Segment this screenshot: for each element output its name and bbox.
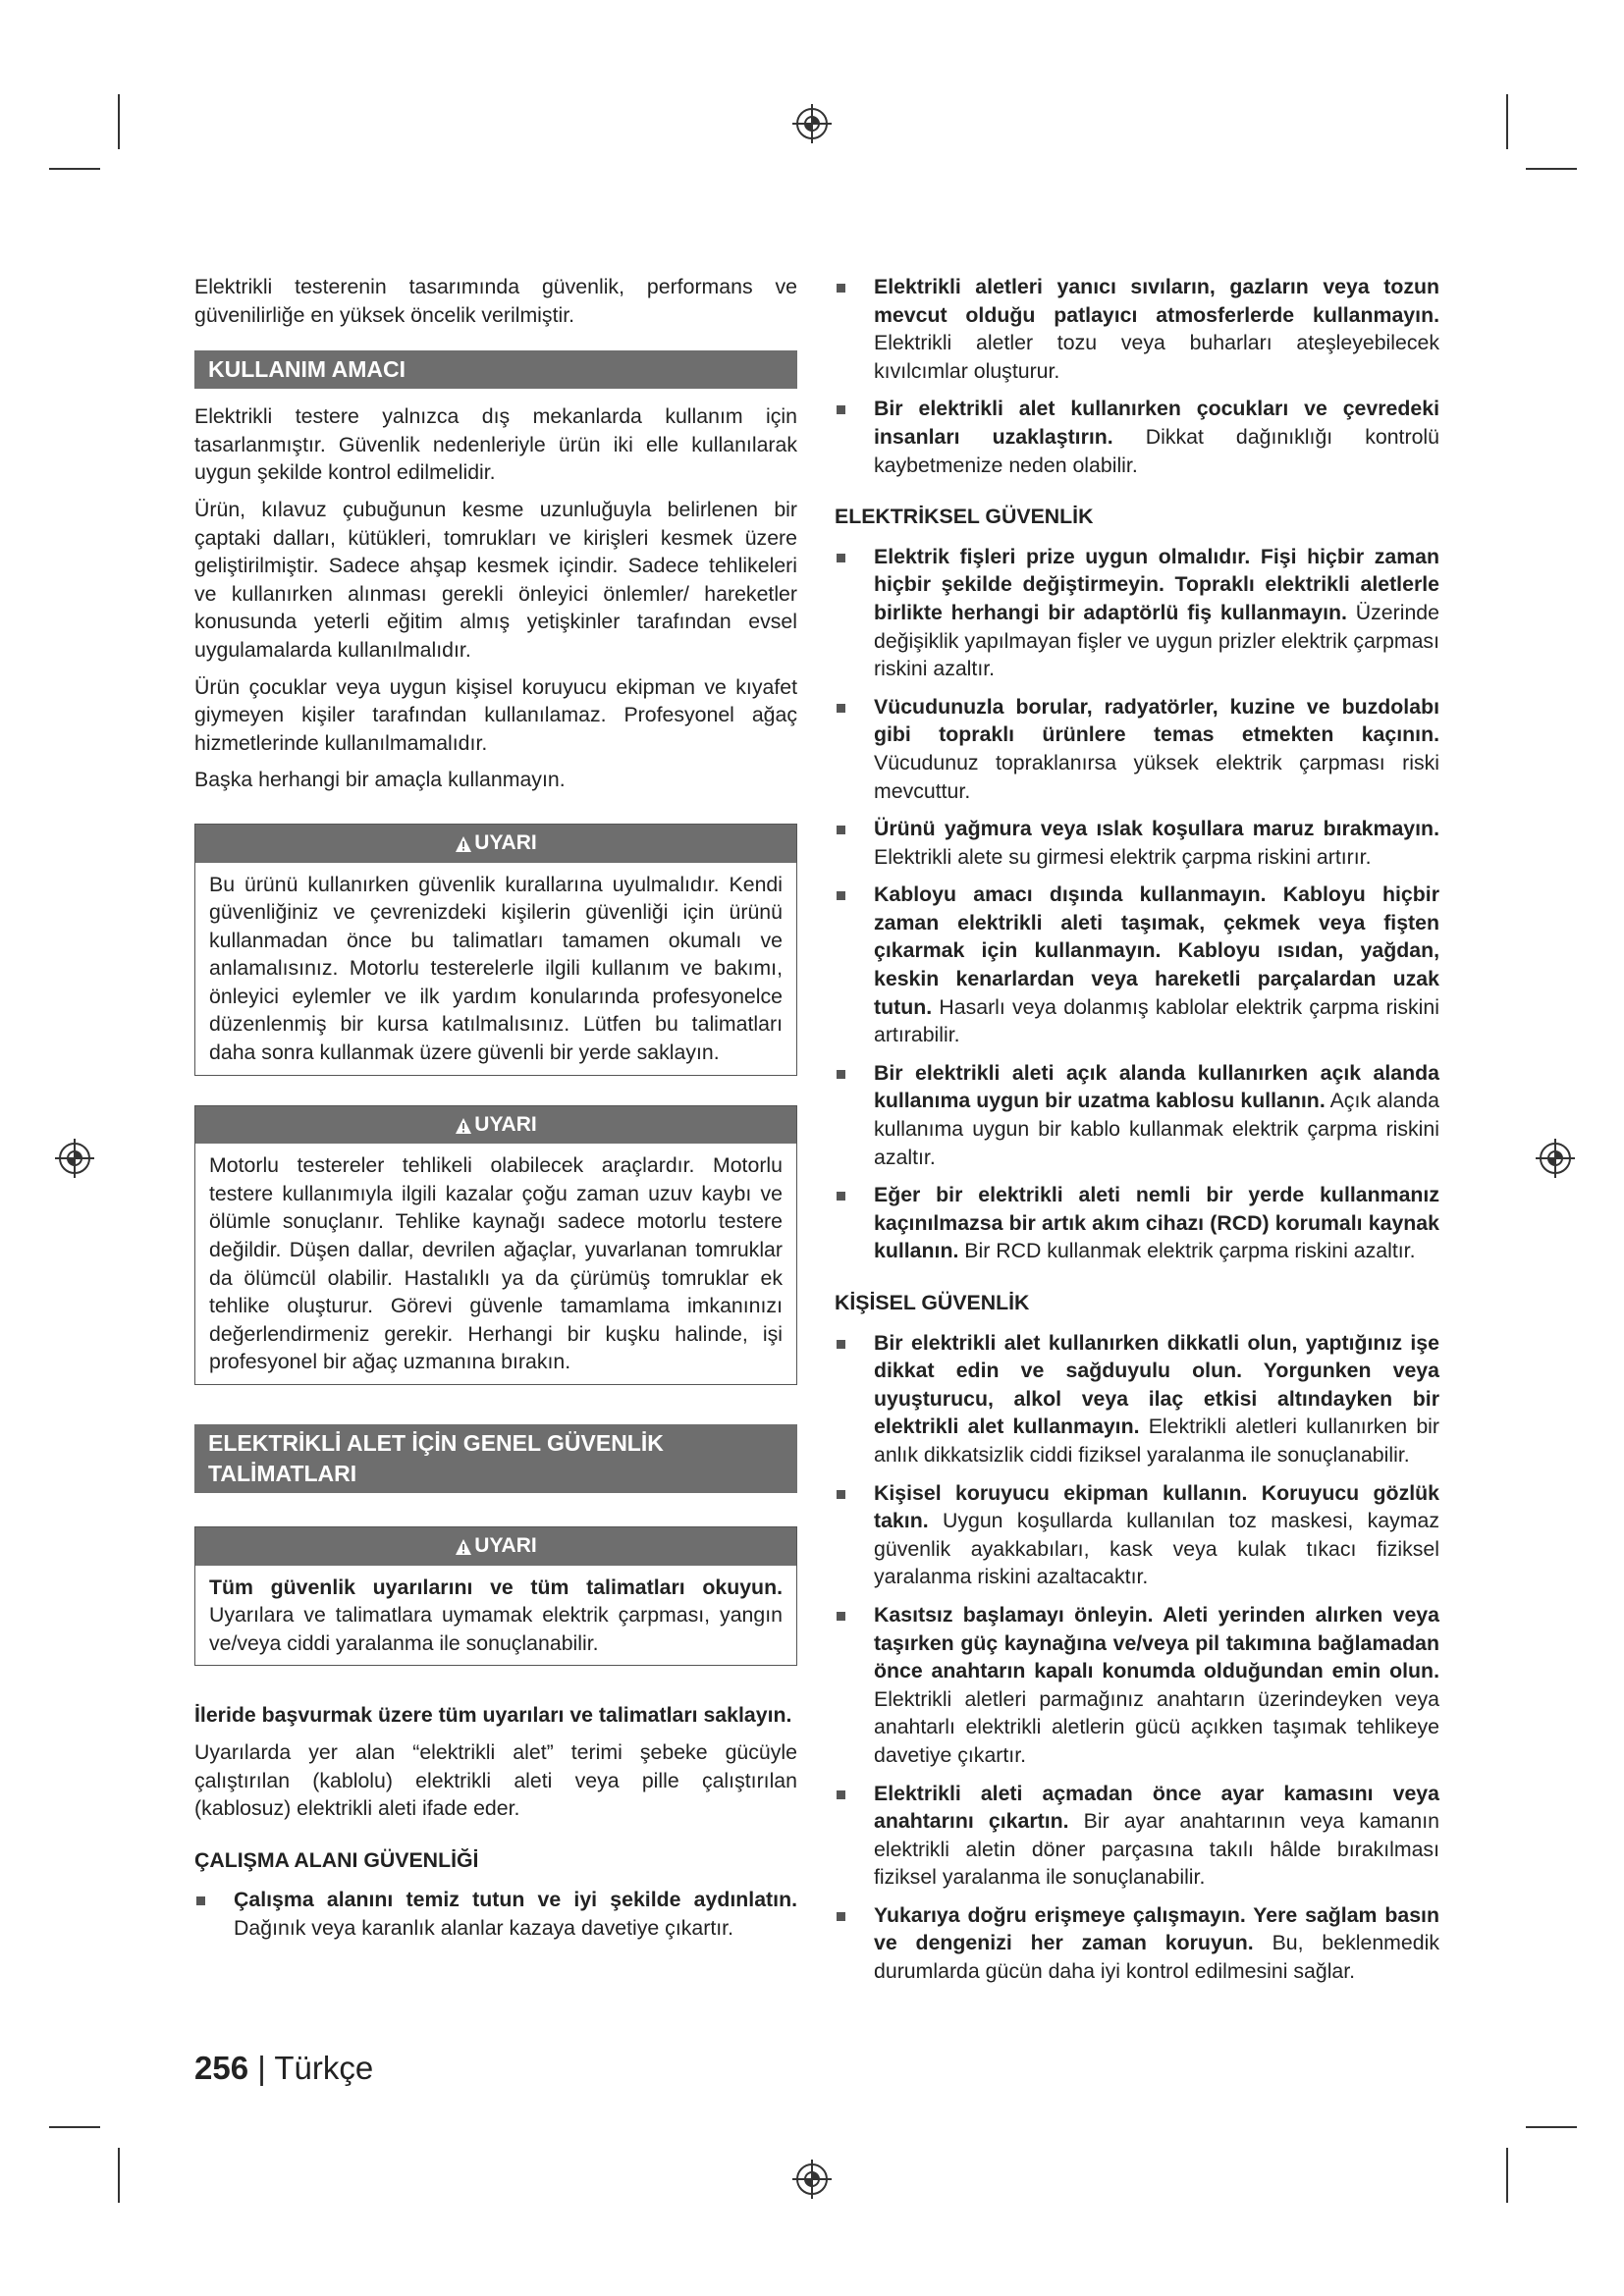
list-item-text: Elektrikli aletleri kullanırken bir anlık dikkatsizlik ciddi fiziksel yaralanma ile sonuçlanabilir. — [874, 1415, 1439, 1467]
intended-use-paragraph: Ürün, kılavuz çubuğunun kesme uzunluğuyla belirlenen bir çaptaki dalları, kütükleri, tomrukları ve kirişleri kesmek üzere geliştirilmiştir. Sadece ahşap kesmek içindir. Sadece tehlikeleri ve kullanırken alınması gerekli önleyici önlemler/ hareketler konusunda yeterli eğitim almış yetişkinler tarafından evsel uygulamalarda kullanılmalıdır. — [194, 497, 797, 662]
registration-mark-icon — [790, 2158, 834, 2201]
list-item-bold: Ürünü yağmura veya ıslak koşullara maruz bırakmayın. — [874, 817, 1439, 841]
list-item-bold: Elektrik fişleri prize uygun olmalıdır. Fişi hiçbir zaman hiçbir şekilde değiştirmeyin. Topraklı elektrikli aletlerle birlikte herhangi bir adaptörlü fiş kullanmayın. — [874, 544, 1439, 624]
save-instructions-text: İleride başvurmak üzere tüm uyarıları ve talimatları saklayın. — [194, 1703, 792, 1728]
footer-separator: | — [248, 2050, 275, 2086]
list-item-bold: Bir elektrikli alet kullanırken çocukları ve çevredeki insanları uzaklaştırın. — [874, 397, 1439, 449]
list-item-bold: Bir elektrikli alet kullanırken dikkatli olun, yaptığınız işe dikkat edin ve sağduyulu olun. Yorgunken veya uyuşturucu, alkol veya ilaç etkisi altındayken bir elektrikli alet kullanmayın. — [874, 1330, 1439, 1439]
electrical-safety-list — [835, 543, 1439, 1265]
list-item-text: Dikkat dağınıklığı kontrolü kaybetmenize neden olabilir. — [874, 424, 1439, 477]
crop-mark — [49, 2126, 100, 2128]
list-item-bold: Kabloyu amacı dışında kullanmayın. Kabloyu hiçbir zaman elektrikli aleti taşımak, çekmek veya fişten çıkarmak için kullanmayın. Kabloyu ısıdan, yağdan, keskin kenarlardan veya hareketli parçalardan uzak tutun. — [874, 882, 1439, 1019]
list-item-text: Elektrikli alete su girmesi elektrik çarpma riskini artırır. — [874, 844, 1372, 869]
warning-header — [195, 1527, 796, 1566]
list-item-bold: Vücudunuzla borular, radyatörler, kuzine ve buzdolabı gibi topraklı ürünlere temas etmekten kaçının. — [874, 694, 1439, 747]
page-number: 256 — [194, 2050, 249, 2086]
list-item-text: Vücudunuz topraklanırsa yüksek elektrik çarpması riski mevcuttur. — [874, 750, 1439, 803]
list-item-text: Uygun koşullarda kullanılan toz maskesi, kaymaz güvenlik ayakkabıları, kask veya kulak tıkacı fiziksel yaralanma riskini azaltacaktır. — [874, 1509, 1439, 1589]
list-item — [835, 1059, 1439, 1171]
crop-mark — [1506, 94, 1508, 149]
footer-language: Türkçe — [274, 2050, 374, 2086]
list-item-text: Açık alanda kullanıma uygun bir kablo kullanmak elektrik çarpma riskini azaltır. — [874, 1089, 1439, 1169]
intended-use-paragraph: Elektrikli testere yalnızca dış mekanlarda kullanım için tasarlanmıştır. Güvenlik nedenleriyle ürün iki elle kullanılarak uygun şekilde kontrol edilmelidir. — [194, 404, 797, 485]
warning-title: UYARI — [474, 1112, 537, 1136]
list-item-text: Hasarlı veya dolanmış kablolar elektrik çarpma riskini artırabilir. — [874, 994, 1439, 1047]
warning-bold-text: Tüm güvenlik uyarılarını ve tüm talimatları okuyun. — [209, 1575, 783, 1599]
list-item — [835, 815, 1439, 871]
list-item-bold: Elektrikli aletleri yanıcı sıvıların, gazların veya tozun mevcut olduğu patlayıcı atmosferlerde kullanmayın. — [874, 275, 1439, 327]
general-safety-heading: ELEKTRİKLİ ALET İÇİN GENEL GÜVENLİK TALİMATLARI — [194, 1424, 797, 1493]
list-item — [835, 1181, 1439, 1265]
warning-box — [194, 1526, 797, 1666]
save-instructions — [194, 1701, 797, 1730]
registration-mark-icon — [790, 102, 834, 145]
list-item-text: Elektrikli aletleri parmağınız anahtarın üzerindeyken veya anahtarlı elektrikli aletlerin gücü açıkken taşımak tehlikeye davetiye çıkartır. — [874, 1686, 1439, 1767]
warning-box — [194, 824, 797, 1076]
list-item-bold: Elektrikli aleti açmadan önce ayar kamasını veya anahtarını çıkartın. — [874, 1781, 1439, 1834]
registration-mark-icon — [1534, 1137, 1577, 1180]
list-item — [835, 1901, 1439, 1986]
list-item-text: Bu, beklenmedik durumlarda gücün daha iyi kontrol edilmesini sağlar. — [874, 1931, 1439, 1984]
list-item-text: Bir RCD kullanmak elektrik çarpma riskini azaltır. — [958, 1239, 1416, 1263]
crop-mark — [1526, 168, 1577, 170]
list-item-bold: Kişisel koruyucu ekipman kullanın. Koruyucu gözlük takın. — [874, 1480, 1439, 1533]
crop-mark — [49, 168, 100, 170]
warning-title: UYARI — [474, 1534, 537, 1557]
intended-use-paragraph: Ürün çocuklar veya uygun kişisel koruyucu ekipman ve kıyafet giymeyen kişiler tarafından kullanılamaz. Profesyonel ağaç hizmetlerinde kullanılmamalıdır. — [194, 674, 797, 755]
list-item-text: Bir ayar anahtarının veya kamanın elektrikli aletin döner parçasına takılı hâlde bırakılması fiziksel yaralanma ile sonuçlanabilir. — [874, 1809, 1439, 1890]
warning-text: Bu ürünü kullanırken güvenlik kurallarına uyulmalıdır. Kendi güvenliğiniz ve çevrenizdeki kişilerin güvenliği için ürünü kullanmadan önce bu talimatları tamamen okumalı ve anlamalısınız. Motorlu testerelerle ilgili kullanım ve bakımı, önleyici eylemler ve ilk yardım konularında profesyonelce düzenlenmiş bir kursa katılmalısınız. Lütfen bu talimatları daha sonra kullanmak üzere güvenli bir yerde saklayın. — [209, 872, 783, 1065]
personal-safety-heading: KİŞİSEL GÜVENLİK — [835, 1291, 1030, 1314]
warning-body-text: Uyarılara ve talimatlara uymamak elektrik çarpması, yangın ve/veya ciddi yaralanma ile sonuçlanabilir. — [209, 1603, 783, 1655]
list-item — [835, 543, 1439, 683]
work-area-list — [194, 1886, 797, 1942]
list-item — [835, 693, 1439, 805]
list-item-text: Üzerinde değişiklik yapılmayan fişler ve uygun prizler elektrik çarpması riskini azaltır. — [874, 600, 1439, 681]
warning-box — [194, 1105, 797, 1385]
warning-text — [195, 1566, 796, 1666]
warning-triangle-icon — [455, 835, 472, 853]
warning-text: Motorlu testereler tehlikeli olabilecek araçlardır. Motorlu testere kullanımıyla ilgili kazalar çoğu zaman uzuv kaybı ve ölümle sonuçlanır. Tehlike kaynağı sadece motorlu testere değildir. Düşen dallar, devrilen ağaçlar, yuvarlanan tomruklar da ölümcül olabilir. Hastalıklı ya da çürümüş tomruklar ek tehlike oluşturur. Görevi güvenle tamamlama imkanınızı değerlendirmeniz gerekir. Herhangi bir kuşku halinde, işi profesyonel bir ağaç uzmanına bırakın. — [209, 1153, 783, 1374]
warning-triangle-icon — [455, 1538, 472, 1556]
list-item-bold: Çalışma alanını temiz tutun ve iyi şekilde aydınlatın. — [234, 1888, 797, 1912]
list-item — [835, 881, 1439, 1049]
left-column — [194, 273, 797, 1952]
page-footer — [194, 2050, 373, 2087]
crop-mark — [1526, 2126, 1577, 2128]
list-item-bold: Bir elektrikli aleti açık alanda kullanırken açık alanda kullanıma uygun bir uzatma kablosu kullanın. — [874, 1060, 1439, 1113]
list-item — [835, 1601, 1439, 1770]
term-definition: Uyarılarda yer alan “elektrikli alet” terimi şebeke gücüyle çalıştırılan (kablolu) elektrikli aleti veya pille çalıştırılan (kablosuz) elektrikli aleti ifade eder. — [194, 1739, 797, 1821]
list-item — [194, 1886, 797, 1942]
intended-use-paragraph: Başka herhangi bir amaçla kullanmayın. — [194, 768, 566, 792]
work-area-list-continued — [835, 273, 1439, 479]
list-item — [835, 395, 1439, 479]
list-item — [835, 273, 1439, 385]
list-item-bold: Eğer bir elektrikli aleti nemli bir yerde kullanmanız kaçınılmazsa bir artık akım cihazı (RCD) korumalı kaynak kullanın. — [874, 1183, 1439, 1263]
list-item-text: Dağınık veya karanlık alanlar kazaya davetiye çıkartır. — [234, 1915, 734, 1940]
warning-header — [195, 1106, 796, 1145]
right-column — [835, 273, 1439, 1996]
list-item — [835, 1479, 1439, 1591]
crop-mark — [118, 94, 120, 149]
warning-header — [195, 825, 796, 863]
list-item-text: Elektrikli aletler tozu veya buharları ateşleyebilecek kıvılcımlar oluşturur. — [874, 331, 1439, 383]
list-item — [835, 1329, 1439, 1469]
intro-paragraph: Elektrikli testerenin tasarımında güvenlik, performans ve güvenilirliğe en yüksek öncelik verilmiştir. — [194, 275, 797, 327]
registration-mark-icon — [53, 1137, 96, 1180]
personal-safety-list — [835, 1329, 1439, 1986]
list-item-bold: Yukarıya doğru erişmeye çalışmayın. Yere sağlam basın ve dengenizi her zaman koruyun. — [874, 1902, 1439, 1955]
warning-title: UYARI — [474, 830, 537, 854]
intended-use-heading: KULLANIM AMACI — [194, 350, 797, 389]
electrical-safety-heading: ELEKTRİKSEL GÜVENLİK — [835, 505, 1094, 529]
list-item-bold: Kasıtsız başlamayı önleyin. Aleti yerinden alırken veya taşırken güç kaynağına ve/veya pil takımına bağlamadan önce anahtarın kapalı konumda olduğundan emin olun. — [874, 1602, 1439, 1683]
list-item — [835, 1780, 1439, 1892]
warning-triangle-icon — [455, 1117, 472, 1135]
crop-mark — [118, 2148, 120, 2203]
crop-mark — [1506, 2148, 1508, 2203]
work-area-heading: ÇALIŞMA ALANI GÜVENLİĞİ — [194, 1847, 479, 1872]
